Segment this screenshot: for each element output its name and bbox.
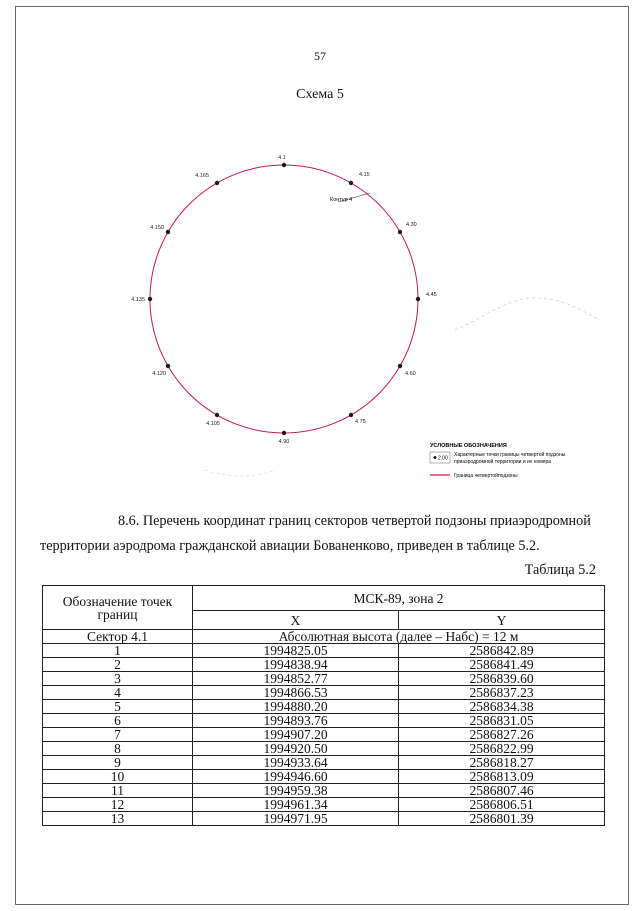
sector-height: Абсолютная высота (далее – Набс) = 12 м xyxy=(193,630,605,644)
cell-n: 13 xyxy=(43,812,193,826)
table-row xyxy=(43,798,605,812)
cell-y: 2586822.99 xyxy=(399,742,605,756)
table-row xyxy=(43,784,605,798)
boundary-point-label: 4.105 xyxy=(206,421,220,427)
sector-row xyxy=(43,630,605,644)
paragraph-line-2: территории аэродрома гражданской авиации Бованенково, приведен в таблице 5.2. xyxy=(40,538,540,554)
cell-n: 4 xyxy=(43,686,193,700)
boundary-point xyxy=(282,431,286,435)
boundary-point xyxy=(349,181,353,185)
cell-x: 1994838.94 xyxy=(193,658,399,672)
col-header-system: МСК-89, зона 2 xyxy=(193,586,605,611)
boundary-point xyxy=(349,413,353,417)
cell-x: 1994961.34 xyxy=(193,798,399,812)
col-header-y: Y xyxy=(399,611,605,630)
boundary-point-label: 4.90 xyxy=(278,439,290,445)
page-number: 57 xyxy=(314,49,326,63)
cell-y: 2586837.23 xyxy=(399,686,605,700)
col-header-points: Обозначение точек границ xyxy=(43,586,193,630)
cell-y: 2586806.51 xyxy=(399,798,605,812)
table-row xyxy=(43,728,605,742)
cell-x: 1994959.38 xyxy=(193,784,399,798)
cell-y: 2586842.89 xyxy=(399,644,605,658)
cell-y: 2586818.27 xyxy=(399,756,605,770)
col-header-x: X xyxy=(193,611,399,630)
cell-n: 3 xyxy=(43,672,193,686)
legend-line-desc: Граница четвертойподзоны xyxy=(454,473,518,479)
cell-n: 5 xyxy=(43,700,193,714)
cell-x: 1994933.64 xyxy=(193,756,399,770)
cell-y: 2586834.38 xyxy=(399,700,605,714)
table-row xyxy=(43,714,605,728)
background-trace-line xyxy=(455,298,600,330)
boundary-point-label: 4.75 xyxy=(355,419,366,425)
boundary-point-label: 4.15 xyxy=(359,172,370,178)
boundary-point xyxy=(398,364,402,368)
cell-n: 9 xyxy=(43,756,193,770)
background-trace-line-2 xyxy=(205,470,275,476)
cell-x: 1994920.50 xyxy=(193,742,399,756)
zone-boundary-circle xyxy=(150,165,418,433)
boundary-point xyxy=(282,163,286,167)
boundary-point xyxy=(398,230,402,234)
cell-y: 2586831.05 xyxy=(399,714,605,728)
boundary-points xyxy=(131,155,436,445)
cell-n: 10 xyxy=(43,770,193,784)
cell-n: 8 xyxy=(43,742,193,756)
cell-n: 12 xyxy=(43,798,193,812)
cell-y: 2586841.49 xyxy=(399,658,605,672)
cell-n: 7 xyxy=(43,728,193,742)
cell-y: 2586807.46 xyxy=(399,784,605,798)
cell-y: 2586827.26 xyxy=(399,728,605,742)
legend-point-desc-1: Характерные точки границы четвертой подзоны xyxy=(454,452,566,458)
coordinates-table xyxy=(42,585,605,826)
table-row xyxy=(43,658,605,672)
cell-x: 1994893.76 xyxy=(193,714,399,728)
table-row xyxy=(43,672,605,686)
boundary-point-label: 4.165 xyxy=(195,173,209,179)
boundary-point xyxy=(166,364,170,368)
cell-n: 6 xyxy=(43,714,193,728)
cell-x: 1994907.20 xyxy=(193,728,399,742)
table-row xyxy=(43,756,605,770)
boundary-point-label: 4.60 xyxy=(405,371,416,377)
boundary-point xyxy=(215,181,219,185)
table-row xyxy=(43,644,605,658)
cell-n: 11 xyxy=(43,784,193,798)
table-row xyxy=(43,700,605,714)
boundary-point xyxy=(148,297,152,301)
table-row xyxy=(43,812,605,826)
boundary-point xyxy=(215,413,219,417)
cell-y: 2586813.09 xyxy=(399,770,605,784)
legend-title: УСЛОВНЫЕ ОБОЗНАЧЕНИЯ xyxy=(430,443,507,449)
legend-point-icon xyxy=(434,456,437,459)
cell-n: 1 xyxy=(43,644,193,658)
cell-x: 1994946.60 xyxy=(193,770,399,784)
table-row xyxy=(43,770,605,784)
boundary-point-label: 4.30 xyxy=(406,222,417,228)
boundary-point-label: 4.1 xyxy=(278,155,286,161)
legend-point-sample: 2.00 xyxy=(438,455,448,462)
table-caption: Таблица 5.2 xyxy=(524,562,596,578)
legend-point-desc-2: приаэродромной территории и их номера xyxy=(454,459,552,465)
table-row xyxy=(43,742,605,756)
boundary-point xyxy=(416,297,420,301)
boundary-point-label: 4.120 xyxy=(152,371,166,377)
boundary-point-label: 4.150 xyxy=(150,225,164,231)
cell-x: 1994852.77 xyxy=(193,672,399,686)
paragraph-line-1: 8.6. Перечень координат границ секторов четвертой подзоны приаэродромной xyxy=(118,513,591,529)
cell-x: 1994971.95 xyxy=(193,812,399,826)
sector-label: Сектор 4.1 xyxy=(43,630,193,644)
cell-y: 2586801.39 xyxy=(399,812,605,826)
cell-x: 1994866.53 xyxy=(193,686,399,700)
boundary-point-label: 4.135 xyxy=(131,297,145,303)
cell-y: 2586839.60 xyxy=(399,672,605,686)
table-header-row xyxy=(43,586,605,611)
cell-x: 1994825.05 xyxy=(193,644,399,658)
contour-label: Контур 4 xyxy=(330,197,353,203)
cell-x: 1994880.20 xyxy=(193,700,399,714)
scheme-title: Схема 5 xyxy=(296,87,344,102)
table-row xyxy=(43,686,605,700)
cell-n: 2 xyxy=(43,658,193,672)
legend xyxy=(430,443,566,479)
boundary-point-label: 4.45 xyxy=(426,292,437,298)
boundary-point xyxy=(166,230,170,234)
